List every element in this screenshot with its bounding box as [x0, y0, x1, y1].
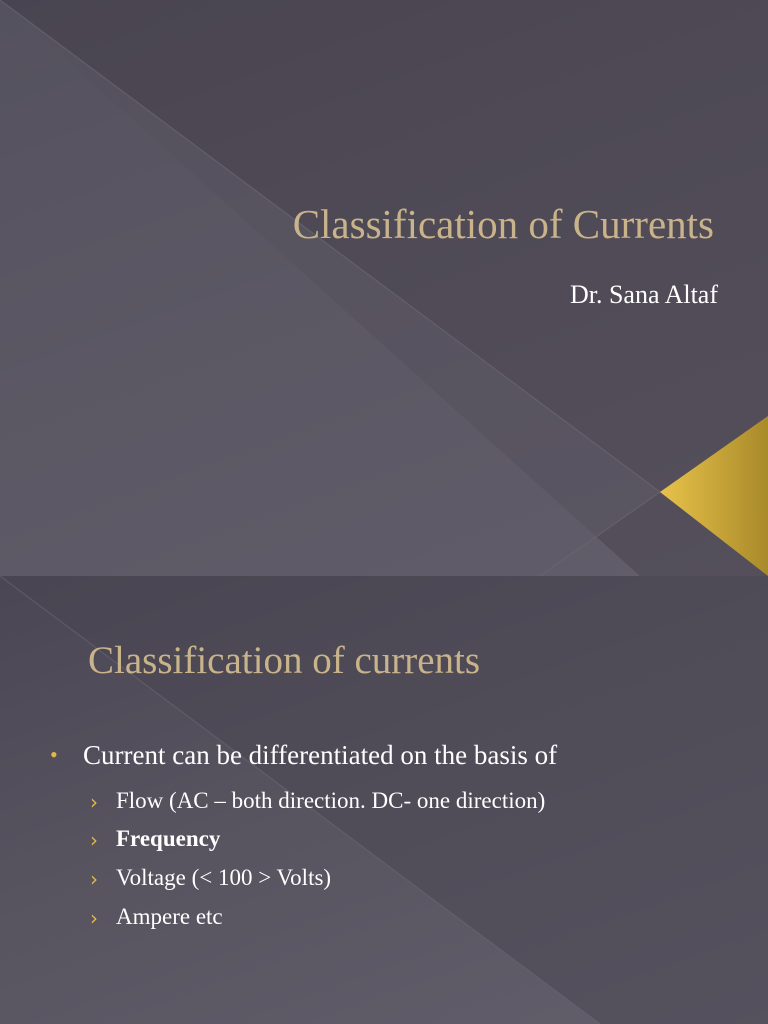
sub-bullet-text: Flow (AC – both direction. DC- one direction): [116, 788, 546, 813]
slide-title: Classification of Currents: [292, 201, 714, 247]
dot-bullet-icon: •: [50, 742, 58, 767]
chevron-right-icon: ›: [90, 828, 98, 852]
chevron-right-icon: ›: [90, 790, 98, 814]
slide-subtitle-author: Dr. Sana Altaf: [569, 280, 718, 309]
bullet-text: Current can be differentiated on the basis of: [83, 740, 558, 770]
chevron-right-icon: ›: [90, 867, 98, 891]
slide-title: Classification of currents: [88, 639, 481, 682]
chevron-right-icon: ›: [90, 906, 98, 930]
sub-bullet-text: Ampere etc: [116, 904, 223, 929]
sub-bullet-text: Voltage (< 100 > Volts): [116, 865, 332, 890]
sub-bullet-text-bold: Frequency: [116, 826, 221, 851]
content-slide: [0, 576, 768, 1024]
